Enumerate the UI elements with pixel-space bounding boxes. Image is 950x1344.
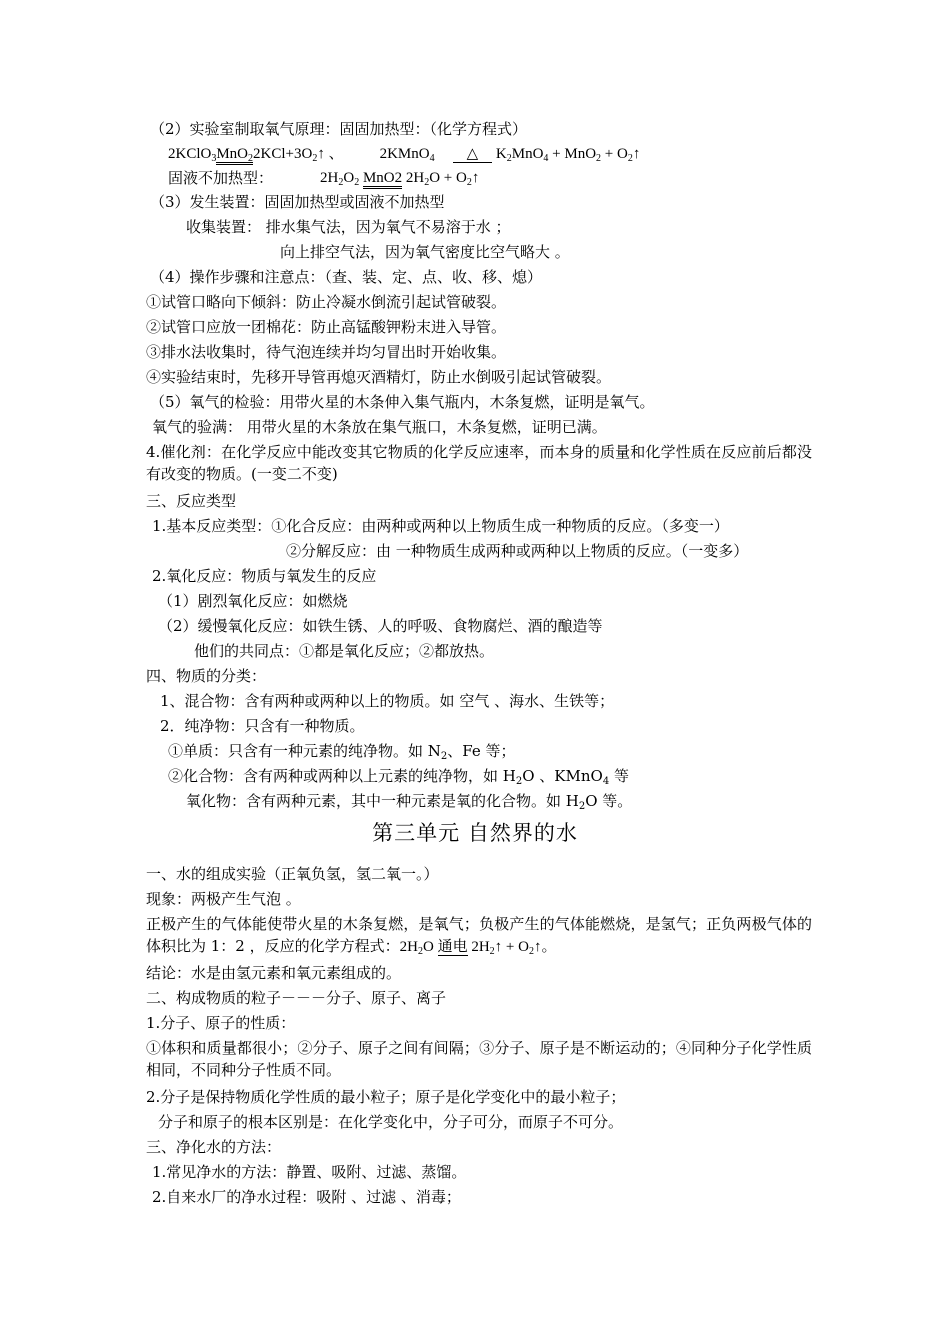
h2o2-equation: $2H_2O_2$ MnO2 $2H_2O$ + $O_2↑$: [320, 170, 480, 188]
purification-heading: 三、净化水的方法：: [146, 1138, 282, 1156]
compound-definition: ②化合物：含有两种或两种以上元素的纯净物，如 $H_2O$ 、KMnO$_4$ 等: [168, 767, 629, 787]
water-composition-heading: 一、水的组成实验（正氧负氢，氢二氧一。）: [146, 865, 439, 883]
oxidation-reaction: 2.氧化反应：物质与氧发生的反应: [152, 567, 377, 585]
reaction-types-heading: 三、反应类型: [146, 492, 237, 510]
collection-device: 收集装置： 排水集气法，因为氧气不易溶于水 ；: [186, 218, 511, 236]
combination-reaction: 1.基本反应类型：①化合反应：由两种或两种以上物质生成一种物质的反应。（多变一）: [152, 517, 729, 535]
operation-steps: （4）操作步骤和注意点：（查、装、定、点、收、移、熄）: [150, 268, 543, 286]
classification-heading: 四、物质的分类：: [146, 667, 267, 685]
mixture-definition: 1、混合物：含有两种或两种以上的物质。如 空气 、海水、生铁等；: [160, 692, 615, 710]
step-1: ①试管口略向下倾斜：防止冷凝水倒流引起试管破裂。: [146, 293, 507, 311]
solid-heating-equations: $2KClO_3MnO_22KCl+3O_2↑$ 、 2KMnO$_4$ △ $K_2MnO_4 + MnO_2$ + $O_2↑$: [168, 146, 641, 164]
o2-test: （5）氧气的检验：用带火星的木条伸入集气瓶内，木条复燃，证明是氧气。: [150, 393, 655, 411]
slow-oxidation: （2）缓慢氧化反应：如铁生锈、人的呼吸、食物腐烂、酒的酿造等: [158, 617, 603, 635]
catalyst-definition: 4.催化剂：在化学反应中能改变其它物质的化学反应速率，而本身的质量和化学性质在反应前后都没有改变的物质。(一变二不变): [146, 443, 812, 483]
generator-device: （3）发生装置：固固加热型或固液不加热型: [150, 193, 445, 211]
particle-properties: ①体积和质量都很小；②分子、原子之间有间隔；③分子、原子是不断运动的；④同种分子化学性质相同，不同种分子性质不同。: [146, 1039, 812, 1079]
solid-liquid-label: 固液不加热型：: [168, 169, 274, 187]
oxide-definition: 氧化物：含有两种元素，其中一种元素是氧的化合物。如 $H_2O$ 等。: [186, 792, 633, 812]
unit3-title: 第三单元 自然界的水: [372, 821, 578, 845]
o2-full-check: 氧气的验满： 用带火星的木条放在集气瓶口，木条复燃，证明已满。: [152, 418, 607, 436]
o2-principle-heading: （2）实验室制取氧气原理：固固加热型：（化学方程式）: [150, 120, 528, 138]
pure-substance-definition: 2．纯净物：只含有一种物质。: [160, 717, 365, 735]
waterworks-process: 2.自来水厂的净水过程：吸附 、过滤 、消毒；: [152, 1188, 461, 1206]
conclusion: 结论：水是由氢元素和氧元素组成的。: [146, 964, 402, 982]
step-4: ④实验结束时，先移开导管再熄灭酒精灯，防止水倒吸引起试管破裂。: [146, 368, 612, 386]
molecule-atom-difference: 分子和原子的根本区别是：在化学变化中，分子可分，而原子不可分。: [158, 1113, 624, 1131]
element-substance: ①单质：只含有一种元素的纯净物。如 $N_2$、Fe 等；: [168, 742, 516, 762]
step-2: ②试管口应放一团棉花：防止高锰酸钾粉末进入导管。: [146, 318, 507, 336]
particle-properties-heading: 1.分子、原子的性质：: [146, 1014, 296, 1032]
molecule-atom-definition: 2.分子是保持物质化学性质的最小粒子；原子是化学变化中的最小粒子；: [146, 1088, 626, 1106]
step-3: ③排水法收集时，待气泡连续并均匀冒出时开始收集。: [146, 343, 507, 361]
electrolysis-description: 正极产生的气体能使带火星的木条复燃，是氧气；负极产生的气体能燃烧，是氢气；正负两极气体的体积比为 1：2 ，反应的化学方程式：$2H_2O$ 通电 $2H_2↑$ + $O_2↑$。: [146, 915, 812, 957]
phenomenon: 现象：两极产生气泡 。: [146, 890, 301, 908]
decomposition-reaction: ②分解反应：由 一种物质生成两种或两种以上物质的反应。（一变多）: [286, 542, 749, 560]
upward-air-method: 向上排空气法，因为氧气密度比空气略大 。: [280, 243, 570, 261]
rapid-oxidation: （1）剧烈氧化反应：如燃烧: [158, 592, 348, 610]
common-points: 他们的共同点：①都是氧化反应；②都放热。: [194, 642, 495, 660]
common-purification: 1.常见净水的方法：静置、吸附、过滤、蒸馏。: [152, 1163, 467, 1181]
particles-heading: 二、构成物质的粒子－－－分子、原子、离子: [146, 989, 447, 1007]
